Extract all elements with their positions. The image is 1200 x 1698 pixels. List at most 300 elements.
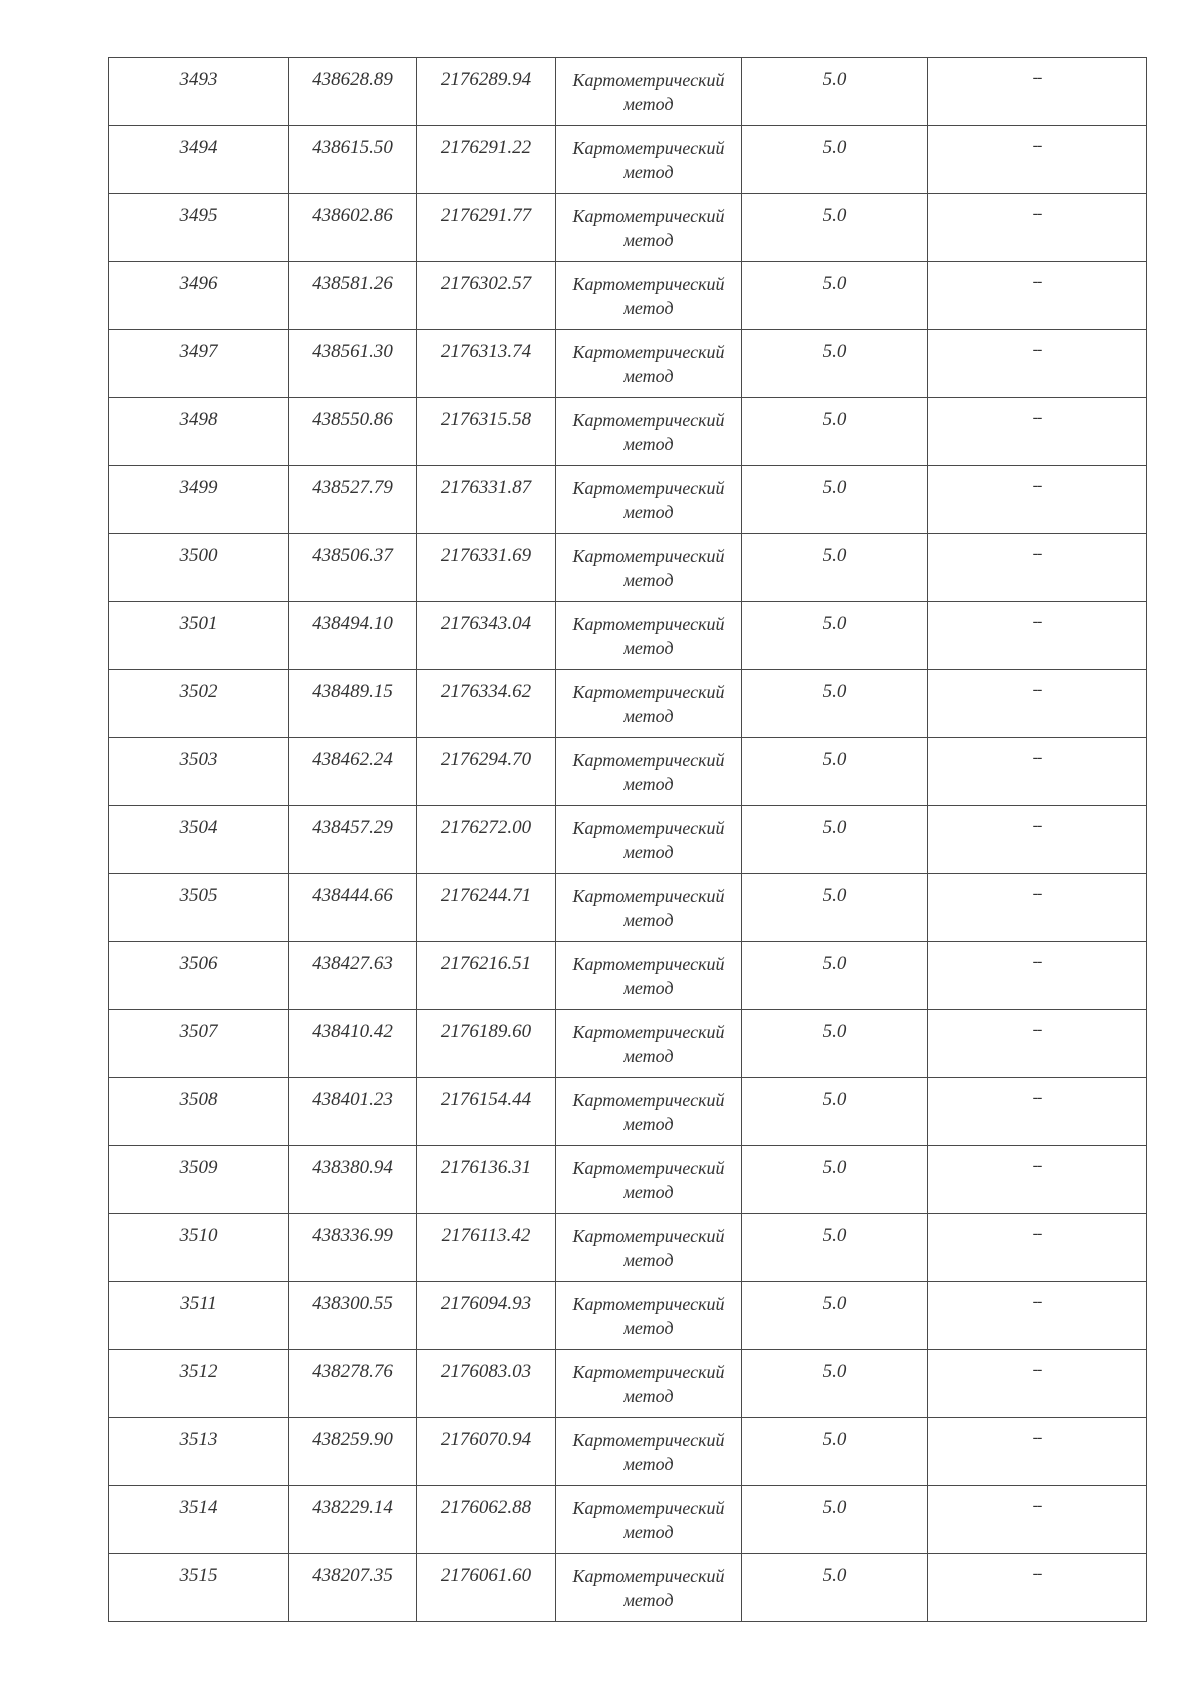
x-coordinate: 438444.66 [312,885,393,906]
table-row [109,1554,1147,1622]
x-coordinate-cell [289,1282,417,1350]
note-cell [928,466,1147,534]
method-line-1: Картометрический [572,954,725,974]
x-coordinate: 438336.99 [312,1225,393,1246]
accuracy-cell [742,1282,928,1350]
method-text [556,1554,741,1612]
method-text [556,1282,741,1340]
accuracy-value: 5.0 [822,341,847,362]
note-value: -- [1032,1565,1042,1582]
y-coordinate: 2176331.87 [440,477,532,498]
point-number-cell [109,670,289,738]
point-number: 3507 [179,1021,218,1042]
note-value: -- [1032,749,1042,766]
method-cell [556,874,742,942]
method-text [556,670,741,728]
accuracy-cell [742,1146,928,1214]
point-number: 3506 [179,953,218,974]
point-number-cell [109,534,289,602]
x-coordinate: 438581.26 [312,273,393,294]
method-text [556,262,741,320]
note-cell [928,1486,1147,1554]
accuracy-cell [742,398,928,466]
x-coordinate: 438494.10 [312,613,393,634]
y-coordinate: 2176113.42 [441,1225,531,1246]
y-coordinate-cell [417,330,556,398]
method-line-2: метод [623,638,674,658]
method-cell [556,806,742,874]
method-line-2: метод [623,978,674,998]
point-number: 3496 [179,273,218,294]
accuracy-cell [742,330,928,398]
y-coordinate: 2176315.58 [440,409,532,430]
point-number: 3497 [179,341,218,362]
x-coordinate: 438457.29 [312,817,393,838]
accuracy-value: 5.0 [822,1429,847,1450]
note-value: -- [1032,681,1042,698]
note-cell [928,1010,1147,1078]
method-line-1: Картометрический [572,1362,725,1382]
method-line-1: Картометрический [572,70,725,90]
accuracy-value: 5.0 [822,1089,847,1110]
y-coordinate: 2176154.44 [440,1089,532,1110]
method-line-2: метод [623,570,674,590]
method-cell [556,398,742,466]
accuracy-cell [742,1078,928,1146]
y-coordinate-cell [417,1486,556,1554]
point-number: 3515 [179,1565,218,1586]
x-coordinate-cell [289,1214,417,1282]
accuracy-cell [742,1010,928,1078]
table-row [109,942,1147,1010]
y-coordinate-cell [417,262,556,330]
y-coordinate: 2176291.77 [440,205,532,226]
method-text [556,806,741,864]
y-coordinate: 2176070.94 [440,1429,532,1450]
point-number-cell [109,1350,289,1418]
method-line-1: Картометрический [572,1158,725,1178]
x-coordinate-cell [289,126,417,194]
x-coordinate-cell [289,1486,417,1554]
x-coordinate-cell [289,942,417,1010]
method-text [556,466,741,524]
method-text [556,1418,741,1476]
table-row [109,1418,1147,1486]
point-number-cell [109,126,289,194]
method-text [556,1214,741,1272]
y-coordinate-cell [417,466,556,534]
y-coordinate: 2176334.62 [440,681,532,702]
method-line-2: метод [623,366,674,386]
accuracy-cell [742,1554,928,1622]
y-coordinate: 2176083.03 [440,1361,532,1382]
point-number: 3500 [179,545,218,566]
point-number-cell [109,466,289,534]
point-number: 3495 [179,205,218,226]
y-coordinate-cell [417,1146,556,1214]
x-coordinate-cell [289,1418,417,1486]
x-coordinate: 438401.23 [312,1089,393,1110]
note-cell [928,58,1147,126]
y-coordinate-cell [417,1282,556,1350]
table-row [109,126,1147,194]
accuracy-cell [742,1350,928,1418]
method-line-2: метод [623,1046,674,1066]
accuracy-value: 5.0 [822,1361,847,1382]
accuracy-cell [742,126,928,194]
method-cell [556,942,742,1010]
table-row [109,534,1147,602]
point-number-cell [109,1282,289,1350]
method-cell [556,1282,742,1350]
accuracy-value: 5.0 [822,205,847,226]
point-number: 3513 [179,1429,218,1450]
method-line-1: Картометрический [572,1498,725,1518]
point-number-cell [109,194,289,262]
accuracy-cell [742,58,928,126]
x-coordinate: 438628.89 [312,69,393,90]
point-number-cell [109,330,289,398]
note-value: -- [1032,69,1042,86]
method-line-2: метод [623,1522,674,1542]
note-value: -- [1032,613,1042,630]
note-value: -- [1032,137,1042,154]
method-line-2: метод [623,94,674,114]
y-coordinate-cell [417,806,556,874]
coordinates-table-body [109,58,1147,1622]
y-coordinate-cell [417,58,556,126]
accuracy-value: 5.0 [822,885,847,906]
method-line-1: Картометрический [572,1566,725,1586]
point-number-cell [109,1010,289,1078]
point-number-cell [109,1078,289,1146]
table-row [109,1010,1147,1078]
point-number: 3498 [179,409,218,430]
method-line-1: Картометрический [572,410,725,430]
method-cell [556,1486,742,1554]
method-line-1: Картометрический [572,478,725,498]
table-row [109,262,1147,330]
method-cell [556,738,742,806]
x-coordinate: 438561.30 [312,341,393,362]
note-cell [928,738,1147,806]
x-coordinate-cell [289,1078,417,1146]
method-cell [556,534,742,602]
method-cell [556,1078,742,1146]
y-coordinate-cell [417,1214,556,1282]
accuracy-cell [742,1214,928,1282]
accuracy-value: 5.0 [822,749,847,770]
point-number: 3509 [179,1157,218,1178]
method-line-2: метод [623,434,674,454]
method-cell [556,1554,742,1622]
point-number: 3514 [179,1497,218,1518]
method-line-2: метод [623,1386,674,1406]
y-coordinate: 2176289.94 [440,69,532,90]
method-text [556,58,741,116]
x-coordinate-cell [289,738,417,806]
note-value: -- [1032,1021,1042,1038]
note-cell [928,194,1147,262]
accuracy-value: 5.0 [822,1225,847,1246]
x-coordinate: 438207.35 [312,1565,393,1586]
accuracy-value: 5.0 [822,545,847,566]
note-value: -- [1032,1497,1042,1514]
y-coordinate-cell [417,534,556,602]
accuracy-value: 5.0 [822,409,847,430]
method-cell [556,602,742,670]
y-coordinate: 2176061.60 [440,1565,532,1586]
point-number: 3508 [179,1089,218,1110]
method-line-2: метод [623,1318,674,1338]
note-value: -- [1032,477,1042,494]
x-coordinate: 438462.24 [312,749,393,770]
table-row [109,874,1147,942]
method-line-2: метод [623,1590,674,1610]
coordinates-table [108,57,1147,1622]
method-text [556,1486,741,1544]
point-number: 3510 [179,1225,218,1246]
method-line-2: метод [623,230,674,250]
note-value: -- [1032,953,1042,970]
table-row [109,1078,1147,1146]
y-coordinate: 2176136.31 [440,1157,532,1178]
method-text [556,1010,741,1068]
x-coordinate: 438527.79 [312,477,393,498]
method-text [556,738,741,796]
x-coordinate: 438506.37 [312,545,393,566]
note-value: -- [1032,885,1042,902]
point-number: 3502 [179,681,218,702]
method-text [556,942,741,1000]
y-coordinate: 2176343.04 [440,613,532,634]
point-number-cell [109,1146,289,1214]
point-number-cell [109,398,289,466]
method-line-2: метод [623,1114,674,1134]
accuracy-cell [742,194,928,262]
accuracy-value: 5.0 [822,1565,847,1586]
method-line-2: метод [623,910,674,930]
method-text [556,1146,741,1204]
y-coordinate: 2176189.60 [440,1021,532,1042]
x-coordinate-cell [289,398,417,466]
method-line-1: Картометрический [572,274,725,294]
note-cell [928,1350,1147,1418]
accuracy-value: 5.0 [822,817,847,838]
x-coordinate: 438489.15 [312,681,393,702]
accuracy-value: 5.0 [822,1293,847,1314]
point-number: 3512 [179,1361,218,1382]
point-number-cell [109,58,289,126]
method-cell [556,262,742,330]
method-cell [556,1146,742,1214]
note-cell [928,1418,1147,1486]
point-number-cell [109,1554,289,1622]
table-row [109,1486,1147,1554]
accuracy-value: 5.0 [822,1157,847,1178]
method-text [556,874,741,932]
x-coordinate: 438615.50 [312,137,393,158]
point-number: 3504 [179,817,218,838]
note-value: -- [1032,1293,1042,1310]
method-line-2: метод [623,1182,674,1202]
y-coordinate-cell [417,1010,556,1078]
method-cell [556,1010,742,1078]
note-cell [928,1554,1147,1622]
method-line-1: Картометрический [572,682,725,702]
note-cell [928,1214,1147,1282]
method-line-2: метод [623,706,674,726]
accuracy-cell [742,1418,928,1486]
table-row [109,602,1147,670]
note-value: -- [1032,1157,1042,1174]
point-number-cell [109,1214,289,1282]
point-number-cell [109,942,289,1010]
method-cell [556,126,742,194]
x-coordinate-cell [289,466,417,534]
note-cell [928,942,1147,1010]
point-number-cell [109,262,289,330]
note-value: -- [1032,341,1042,358]
accuracy-value: 5.0 [822,613,847,634]
y-coordinate: 2176216.51 [440,953,532,974]
y-coordinate-cell [417,1078,556,1146]
y-coordinate-cell [417,1418,556,1486]
method-cell [556,670,742,738]
note-cell [928,126,1147,194]
accuracy-cell [742,534,928,602]
note-value: -- [1032,545,1042,562]
point-number: 3503 [179,749,218,770]
note-value: -- [1032,1361,1042,1378]
point-number-cell [109,602,289,670]
x-coordinate-cell [289,58,417,126]
method-line-1: Картометрический [572,818,725,838]
point-number-cell [109,874,289,942]
method-text [556,330,741,388]
x-coordinate: 438380.94 [312,1157,393,1178]
table-row [109,466,1147,534]
x-coordinate-cell [289,874,417,942]
x-coordinate-cell [289,534,417,602]
y-coordinate: 2176294.70 [440,749,532,770]
accuracy-cell [742,466,928,534]
method-line-1: Картометрический [572,1430,725,1450]
method-line-2: метод [623,502,674,522]
point-number: 3501 [179,613,218,634]
accuracy-cell [742,874,928,942]
method-cell [556,1350,742,1418]
note-cell [928,670,1147,738]
note-value: -- [1032,205,1042,222]
method-text [556,534,741,592]
x-coordinate: 438410.42 [312,1021,393,1042]
y-coordinate: 2176313.74 [440,341,532,362]
x-coordinate: 438259.90 [312,1429,393,1450]
accuracy-value: 5.0 [822,681,847,702]
point-number-cell [109,738,289,806]
x-coordinate: 438300.55 [312,1293,393,1314]
method-text [556,1350,741,1408]
note-cell [928,806,1147,874]
note-value: -- [1032,273,1042,290]
method-line-1: Картометрический [572,1226,725,1246]
method-line-2: метод [623,298,674,318]
point-number-cell [109,1418,289,1486]
y-coordinate-cell [417,126,556,194]
method-text [556,602,741,660]
accuracy-value: 5.0 [822,137,847,158]
note-cell [928,602,1147,670]
accuracy-value: 5.0 [822,1021,847,1042]
method-line-1: Картометрический [572,138,725,158]
point-number: 3493 [179,69,218,90]
table-row [109,330,1147,398]
table-row [109,738,1147,806]
accuracy-cell [742,1486,928,1554]
point-number: 3511 [180,1293,217,1314]
method-line-2: метод [623,1250,674,1270]
accuracy-cell [742,806,928,874]
table-row [109,1146,1147,1214]
accuracy-cell [742,942,928,1010]
y-coordinate: 2176302.57 [440,273,532,294]
note-cell [928,398,1147,466]
method-text [556,126,741,184]
note-value: -- [1032,409,1042,426]
accuracy-cell [742,670,928,738]
x-coordinate: 438602.86 [312,205,393,226]
note-value: -- [1032,1089,1042,1106]
table-row [109,194,1147,262]
method-line-1: Картометрический [572,1022,725,1042]
x-coordinate-cell [289,1554,417,1622]
note-value: -- [1032,1429,1042,1446]
method-cell [556,1418,742,1486]
x-coordinate: 438278.76 [312,1361,393,1382]
note-cell [928,1146,1147,1214]
x-coordinate-cell [289,602,417,670]
y-coordinate-cell [417,874,556,942]
method-cell [556,1214,742,1282]
y-coordinate-cell [417,602,556,670]
x-coordinate: 438427.63 [312,953,393,974]
x-coordinate-cell [289,1146,417,1214]
accuracy-value: 5.0 [822,477,847,498]
point-number: 3494 [179,137,218,158]
method-line-1: Картометрический [572,614,725,634]
table-row [109,1350,1147,1418]
method-line-1: Картометрический [572,886,725,906]
accuracy-value: 5.0 [822,953,847,974]
method-text [556,194,741,252]
note-cell [928,1078,1147,1146]
point-number: 3505 [179,885,218,906]
accuracy-cell [742,738,928,806]
x-coordinate-cell [289,194,417,262]
method-cell [556,58,742,126]
x-coordinate-cell [289,670,417,738]
y-coordinate: 2176272.00 [440,817,532,838]
accuracy-value: 5.0 [822,1497,847,1518]
y-coordinate: 2176244.71 [440,885,532,906]
y-coordinate: 2176062.88 [440,1497,532,1518]
note-cell [928,534,1147,602]
note-value: -- [1032,1225,1042,1242]
x-coordinate-cell [289,1010,417,1078]
y-coordinate-cell [417,1554,556,1622]
x-coordinate-cell [289,330,417,398]
